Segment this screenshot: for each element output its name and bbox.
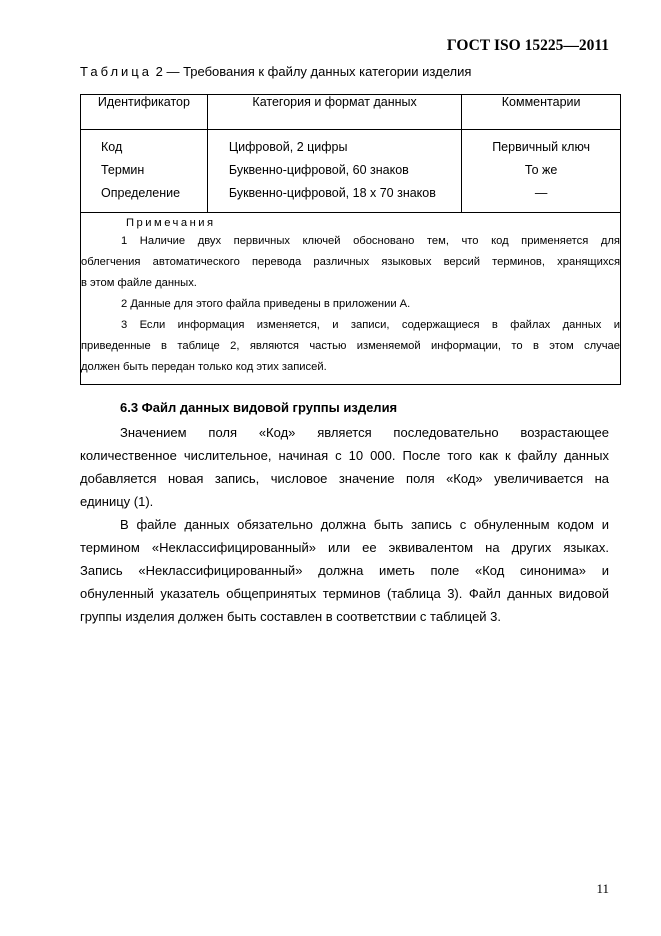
table-header-row [81, 95, 621, 130]
note-2: 2 Данные для этого файла приведены в приложении А. [121, 298, 411, 310]
standard-header: ГОСТ ISO 15225—2011 [446, 37, 609, 54]
table-notes-row [81, 213, 621, 385]
format-term: Буквенно-цифровой, 60 знаков [228, 163, 409, 177]
comment-cell [462, 130, 621, 213]
format-code: Цифровой, 2 цифры [228, 140, 348, 154]
requirements-table [80, 94, 621, 385]
comment-definition: — [534, 186, 548, 200]
identifier-code: Код [101, 140, 123, 154]
section-paragraph-2: В файле данных обязательно должна быть запись с обнуленным кодом и термином «Неклассифицированный» или ее эквивалентом на других языках. Запись «Неклассифицированный» должна иметь поле «Код синонима» и обнуленный указатель общепринятых терминов (таблица 3). Файл данных видовой группы изделия должен быть составлен в соответствии с таблицей 3. [80, 517, 609, 624]
column-header-format: Категория и формат данных [207, 95, 461, 130]
section-paragraph-1: Значением поля «Код» является последовательно возрастающее количественное числительное, начиная с 10 000. После того как к файлу данных добавляется новая запись, числовое значение поля «Код» увеличивается на единицу (1). [80, 425, 609, 509]
table-caption-prefix: Таблица [80, 64, 152, 79]
table-caption [80, 64, 471, 79]
identifier-definition: Определение [101, 186, 181, 200]
table-body-row [81, 130, 621, 213]
format-cell [207, 130, 461, 213]
table-caption-text: 2 — Требования к файлу данных категории изделия [155, 64, 472, 79]
note-1: 1 Наличие двух первичных ключей обосновано тем, что код применяется для облегчения автоматического перевода различных языковых версий терминов, хранящихся в этом файле данных. [81, 235, 620, 289]
note-3: 3 Если информация изменяется, и записи, содержащиеся в файлах данных и приведенные в таблице 2, являются частью изменяемой информации, то в этом случае должен быть передан только код этих записей. [81, 319, 620, 373]
identifier-term: Термин [101, 163, 145, 177]
column-header-identifier: Идентификатор [81, 95, 208, 130]
section-title: 6.3 Файл данных видовой группы изделия [120, 400, 398, 415]
page-number: 11 [596, 881, 609, 896]
notes-title: Примечания [126, 217, 216, 229]
comment-code: Первичный ключ [492, 140, 591, 154]
notes-cell [81, 213, 621, 385]
column-header-comments: Комментарии [462, 95, 621, 130]
format-definition: Буквенно-цифровой, 18 х 70 знаков [228, 186, 436, 200]
comment-term: То же [524, 163, 558, 177]
identifier-cell [81, 130, 208, 213]
